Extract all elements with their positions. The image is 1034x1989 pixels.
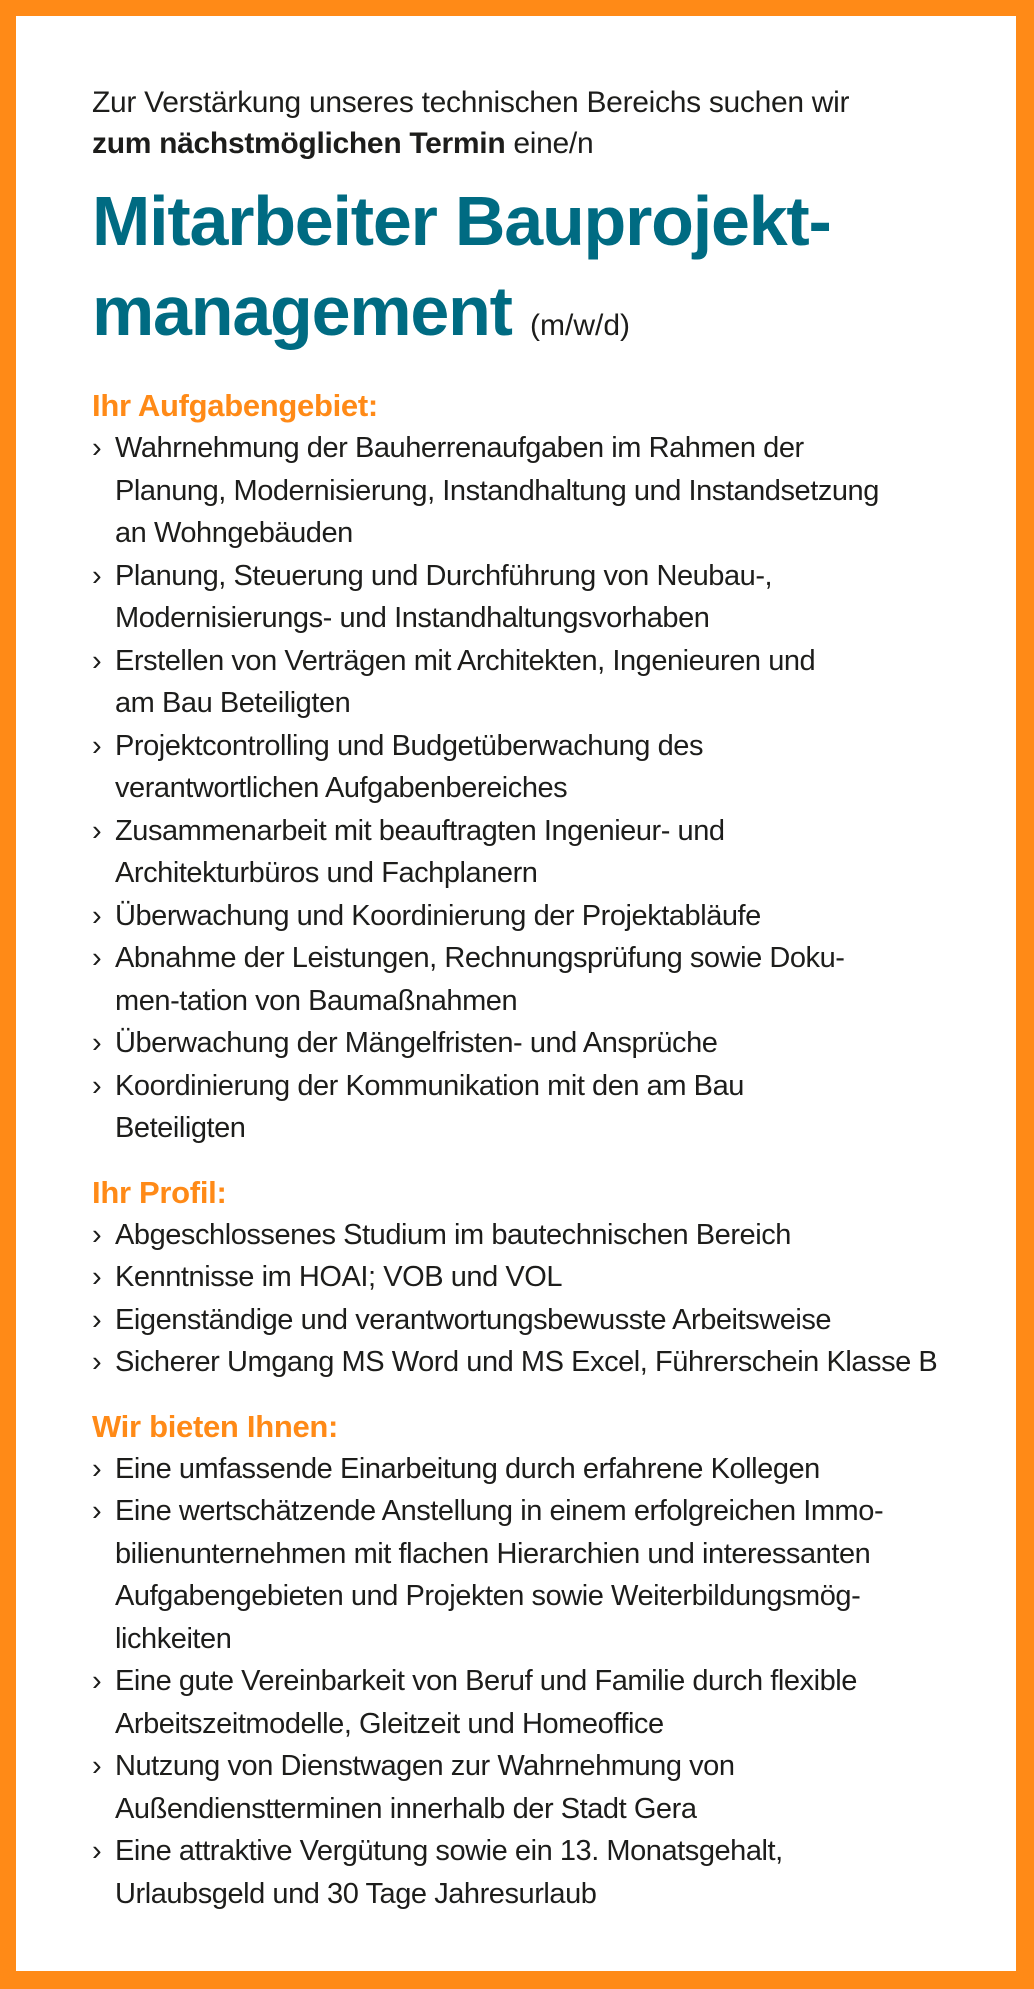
list-item-line: Koordinierung der Kommunikation mit den am Bau	[115, 1069, 744, 1102]
list-item	[92, 1660, 956, 1745]
list-item	[92, 555, 956, 640]
list-item	[92, 895, 956, 938]
section-profile	[92, 1172, 956, 1384]
section-heading-tasks: Ihr Aufgabengebiet:	[92, 388, 378, 423]
list-item-line: bilienunternehmen mit flachen Hierarchien und interessanten	[115, 1537, 871, 1570]
list-item-line: Planung, Steuerung und Durchführung von Neubau-,	[115, 559, 773, 592]
list-item-line: Eigenständige und verantwortungsbewusste Arbeitsweise	[115, 1303, 832, 1336]
list-item-line: Urlaubsgeld und 30 Tage Jahresurlaub	[115, 1877, 597, 1910]
chevron-right-icon: ›	[92, 814, 102, 847]
chevron-right-icon: ›	[92, 1218, 102, 1251]
profile-list	[92, 1214, 956, 1384]
list-item-line: Architekturbüros und Fachplanern	[115, 857, 538, 889]
list-item-line: Überwachung der Mängelfristen- und Ansprüche	[115, 1027, 718, 1059]
chevron-right-icon: ›	[92, 1665, 102, 1697]
list-item-line: am Bau Beteiligten	[115, 687, 351, 719]
list-item	[92, 427, 956, 555]
list-item	[92, 725, 956, 810]
list-item-line: Eine umfassende Einarbeitung durch erfahrene Kollegen	[115, 1452, 820, 1485]
chevron-right-icon: ›	[92, 899, 102, 932]
list-item	[92, 1022, 956, 1065]
list-item-line: Überwachung und Koordinierung der Projektabläufe	[115, 899, 761, 932]
list-item	[92, 1490, 956, 1660]
list-item	[92, 1745, 956, 1830]
list-item	[92, 1256, 956, 1299]
chevron-right-icon: ›	[92, 644, 102, 677]
job-title	[92, 176, 956, 371]
list-item-line: Zusammenarbeit mit beauftragten Ingenieur- und	[115, 814, 725, 847]
job-title-line2: management	[92, 272, 512, 350]
chevron-right-icon: ›	[92, 1346, 102, 1378]
intro-line: Zur Verstärkung unseres technischen Bereichs suchen wir	[92, 86, 850, 119]
intro-bold: zum nächstmöglichen Termin	[92, 127, 506, 160]
list-item	[92, 810, 956, 895]
list-item	[92, 640, 956, 725]
list-item-line: Nutzung von Dienstwagen zur Wahrnehmung von	[115, 1750, 735, 1782]
chevron-right-icon: ›	[92, 1303, 102, 1336]
list-item-line: Beteiligten	[115, 1112, 246, 1144]
list-item-line: Eine wertschätzende Anstellung in einem erfolgreichen Immo-	[115, 1495, 884, 1527]
chevron-right-icon: ›	[92, 559, 102, 592]
chevron-right-icon: ›	[92, 432, 102, 464]
list-item-line: lichkeiten	[115, 1622, 232, 1655]
list-item-line: Modernisierungs- und Instandhaltungsvorhaben	[115, 602, 710, 634]
list-item-line: men-tation von Baumaßnahmen	[115, 984, 518, 1017]
list-item-line: Wahrnehmung der Bauherrenaufgaben im Rahmen der	[115, 432, 804, 464]
list-item-line: Abnahme der Leistungen, Rechnungsprüfung sowie Doku-	[115, 942, 845, 974]
section-heading-offer: Wir bieten Ihnen:	[92, 1408, 339, 1444]
list-item-line: Außendienstterminen innerhalb der Stadt Gera	[115, 1792, 697, 1825]
intro-rest: eine/n	[505, 127, 594, 160]
list-item-line: Erstellen von Verträgen mit Architekten, Ingenieuren und	[115, 644, 816, 677]
list-item-line: verantwortlichen Aufgabenbereiches	[115, 772, 568, 804]
job-title-line1: Mitarbeiter Bauprojekt-	[92, 182, 831, 260]
list-item-line: Kenntnisse im HOAI; VOB und VOL	[115, 1261, 563, 1293]
chevron-right-icon: ›	[92, 1261, 102, 1293]
list-item	[92, 1214, 956, 1257]
list-item-line: Eine attraktive Vergütung sowie ein 13. Monatsgehalt,	[115, 1835, 783, 1867]
chevron-right-icon: ›	[92, 729, 102, 762]
list-item-line: Projektcontrolling und Budgetüberwachung des	[115, 729, 703, 762]
list-item-line: Eine gute Vereinbarkeit von Beruf und Familie durch flexible	[115, 1665, 857, 1697]
list-item	[92, 1448, 956, 1491]
list-item	[92, 1299, 956, 1342]
list-item-line: Arbeitszeitmodelle, Gleitzeit und Homeoffice	[115, 1707, 664, 1740]
section-heading-profile: Ihr Profil:	[92, 1174, 227, 1210]
task-list	[92, 427, 956, 1150]
list-item	[92, 1065, 956, 1150]
chevron-right-icon: ›	[92, 1452, 102, 1485]
list-item-line: Planung, Modernisierung, Instandhaltung und Instandsetzung	[115, 474, 879, 507]
section-offer	[92, 1406, 956, 1916]
chevron-right-icon: ›	[92, 1069, 102, 1102]
list-item	[92, 1341, 956, 1384]
chevron-right-icon: ›	[92, 1027, 102, 1059]
list-item-line: Aufgabengebieten und Projekten sowie Weiterbildungsmög-	[115, 1580, 861, 1612]
chevron-right-icon: ›	[92, 1495, 102, 1527]
job-ad-panel	[16, 16, 1016, 1971]
offer-list	[92, 1448, 956, 1916]
list-item-line: Sicherer Umgang MS Word und MS Excel, Führerschein Klasse B	[115, 1346, 938, 1378]
chevron-right-icon: ›	[92, 1750, 102, 1782]
list-item	[92, 937, 956, 1022]
list-item-line: an Wohngebäuden	[115, 517, 353, 549]
intro-text	[92, 82, 956, 164]
chevron-right-icon: ›	[92, 942, 102, 974]
gender-suffix: (m/w/d)	[530, 309, 631, 342]
list-item-line: Abgeschlossenes Studium im bautechnischen Bereich	[115, 1218, 791, 1251]
chevron-right-icon: ›	[92, 1835, 102, 1867]
list-item	[92, 1830, 956, 1915]
section-tasks	[92, 385, 956, 1150]
